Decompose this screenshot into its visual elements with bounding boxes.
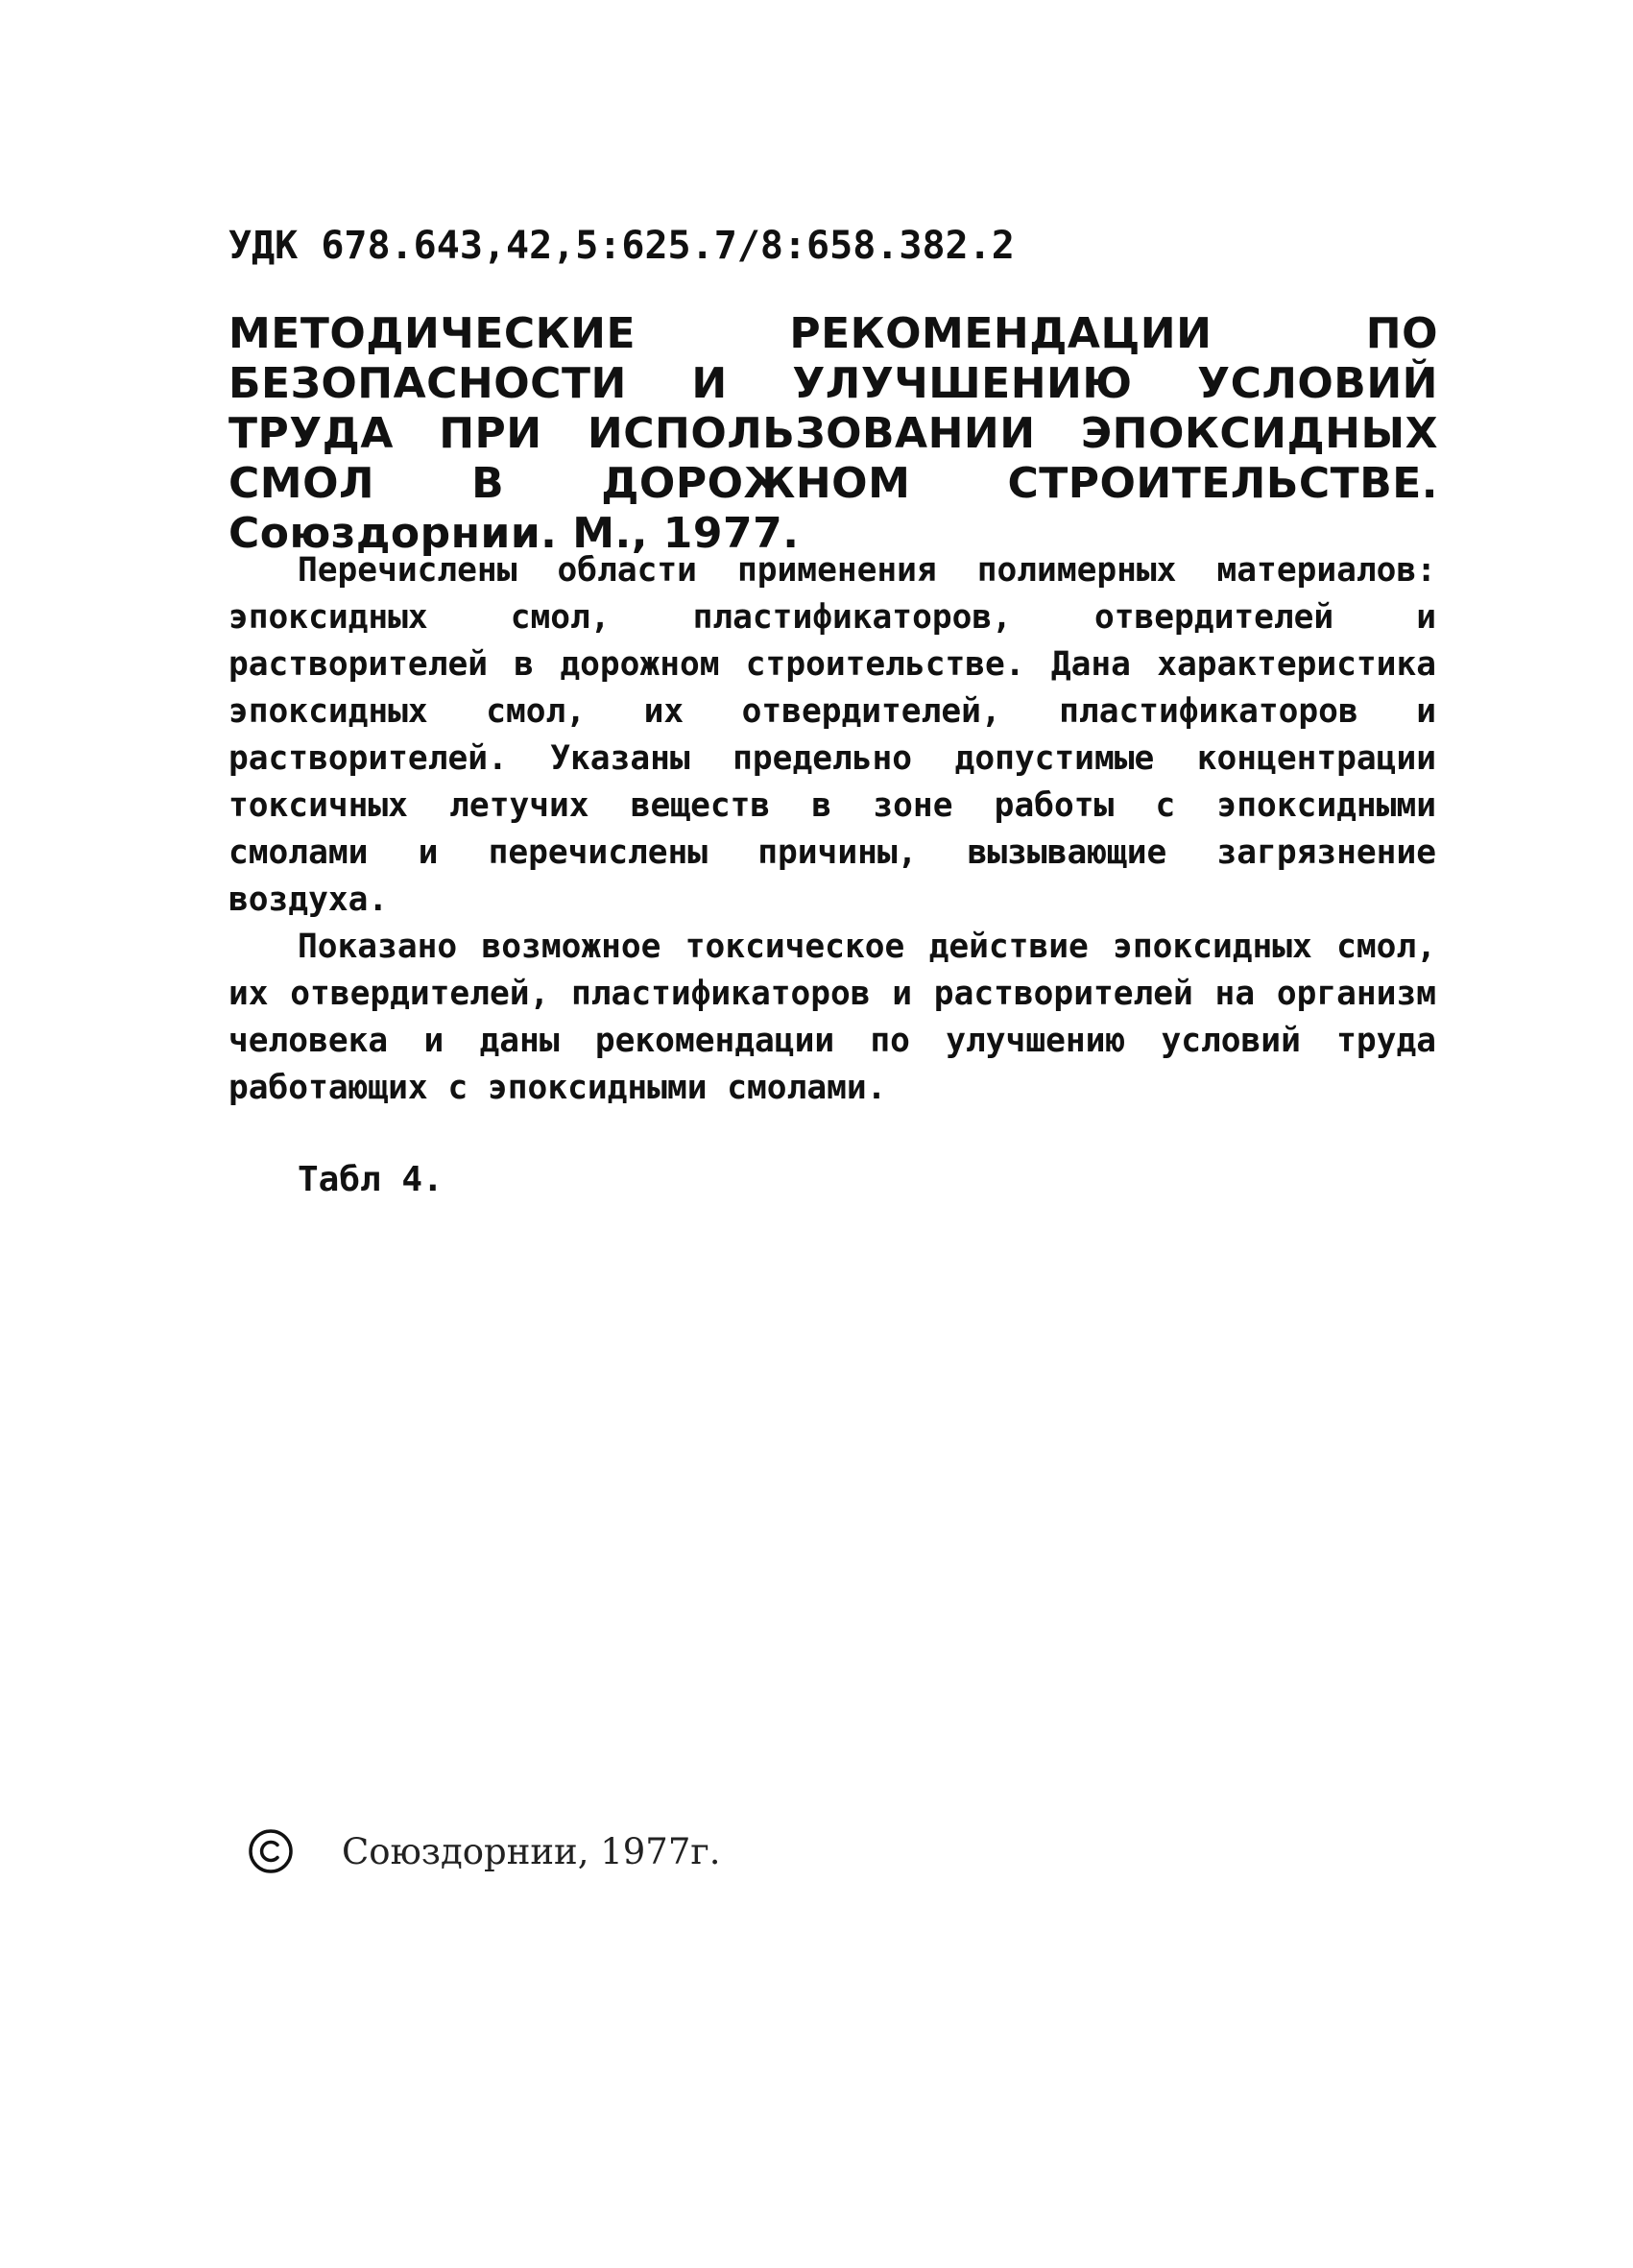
copyright-notice <box>248 1828 721 1874</box>
abstract-paragraph-2: Показано возможное токсическое действие эпоксидных смол, их отвердителей, пластификаторов и растворителей на организм человека и даны рекомендации по улучшению условий труда работающих с эпоксидными смолами. <box>228 928 1436 1107</box>
document-title <box>228 309 1438 559</box>
title-text: МЕТОДИЧЕСКИЕ РЕКОМЕНДАЦИИ ПО БЕЗОПАСНОСТИ И УЛУЧШЕНИЮ УСЛОВИЙ ТРУДА ПРИ ИСПОЛЬЗОВАНИИ ЭПОКСИДНЫХ СМОЛ В ДОРОЖНОМ СТРОИТЕЛЬСТВЕ. <box>228 309 1438 508</box>
copyright-text: Союздорнии, 1977г. <box>342 1830 721 1872</box>
udk-code: УДК 678.643,42,5:625.7/8:658.382.2 <box>228 224 1015 268</box>
copyright-icon <box>248 1828 294 1874</box>
abstract-paragraph-1: Перечислены области применения полимерных материалов: эпоксидных смол, пластификаторов, отвердителей и растворителей в дорожном строительстве. Дана характеристика эпоксидных смол, их отвердителей, пластификаторов и растворителей. Указаны предельно допустимые концентрации токсичных летучих веществ в зоне работы с эпоксидными смолами и перечислены причины, вызывающие загрязнение воздуха. <box>228 551 1436 919</box>
publisher-source: Союздорнии. М., 1977. <box>228 509 800 558</box>
tables-count: Табл 4. <box>298 1160 444 1199</box>
abstract <box>228 547 1436 1112</box>
